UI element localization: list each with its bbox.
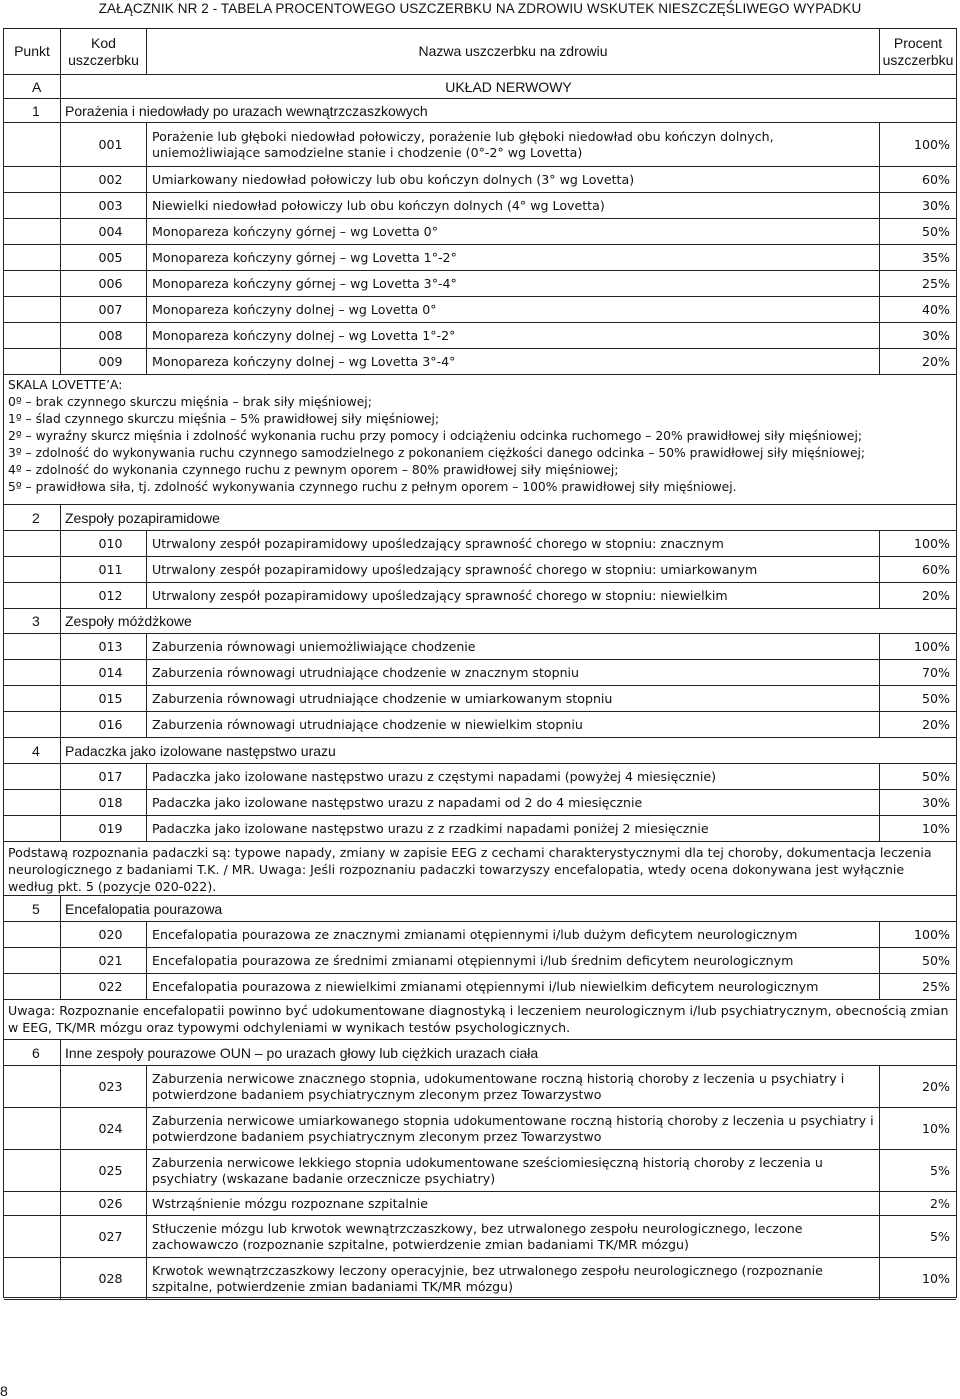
row-kod: 015 (61, 686, 147, 711)
row-kod: 028 (61, 1258, 147, 1299)
sec2-punkt: 2 (4, 505, 61, 530)
row-name: Monopareza kończyny górnej – wg Lovetta 0° (147, 219, 880, 244)
row-procent: 20% (922, 354, 950, 369)
sec3-punkt: 3 (4, 609, 61, 633)
row-kod: 017 (61, 764, 147, 789)
row-punkt-empty (4, 948, 61, 973)
row-procent: 40% (922, 302, 950, 317)
table-row (4, 974, 956, 1000)
sec5-title: Encefalopatia pourazowa (65, 900, 223, 917)
sec2-header-row (4, 505, 956, 531)
row-kod: 026 (61, 1192, 147, 1215)
table-row (4, 271, 956, 297)
row-name: Stłuczenie mózgu lub krwotok wewnątrzczaszkowy, bez utrwalonego zespołu neurologicznego, leczone zachowawczo (rozpoznanie szpitalne, potwierdzenie zmian badaniami TK/MR mózgu) (147, 1216, 880, 1257)
row-procent: 5% (930, 1229, 950, 1244)
row-name: Monopareza kończyny dolnej – wg Lovetta 3°-4° (147, 349, 880, 374)
row-name: Krwotok wewnątrzczaszkowy leczony operacyjnie, bez utrwalonego zespołu neurologicznego (rozpoznanie szpitalne, potwierdzenie zmian badaniami TK/MR mózgu) (147, 1258, 880, 1299)
header-name: Nazwa uszczerbku na zdrowiu (147, 29, 880, 74)
row-kod: 020 (61, 922, 147, 947)
row-kod: 005 (61, 245, 147, 270)
section-a-title: UKŁAD NERWOWY (445, 78, 572, 95)
row-punkt-empty (4, 297, 61, 322)
row-kod: 002 (61, 167, 147, 192)
row-punkt-empty (4, 1216, 61, 1257)
table-row (4, 123, 956, 167)
row-name: Padaczka jako izolowane następstwo urazu z częstymi napadami (powyżej 4 miesięcznie) (147, 764, 880, 789)
table-row (4, 219, 956, 245)
table-row (4, 1192, 956, 1216)
lovett-line: 0º – brak czynnego skurczu mięśnia – brak siły mięśniowej; (8, 395, 372, 409)
table-row (4, 686, 956, 712)
table-row (4, 712, 956, 738)
row-punkt-empty (4, 167, 61, 192)
sec3-header-row (4, 609, 956, 634)
row-name: Porażenie lub głęboki niedowład połowiczy, porażenie lub głęboki niedowład obu kończyn dolnych, uniemożliwiające samodzielne stanie i chodzenie (0°-2° wg Lovetta) (147, 123, 880, 166)
sec3-title: Zespoły móżdżkowe (65, 613, 192, 629)
table-row (4, 349, 956, 375)
row-procent: 50% (922, 691, 950, 706)
sec5-punkt: 5 (4, 896, 61, 921)
row-name: Wstrząśnienie mózgu rozpoznane szpitalnie (147, 1192, 880, 1215)
row-name: Zaburzenia równowagi utrudniające chodzenie w niewielkim stopniu (147, 712, 880, 737)
row-punkt-empty (4, 790, 61, 815)
row-punkt-empty (4, 1108, 61, 1149)
row-name: Monopareza kończyny dolnej – wg Lovetta 0° (147, 297, 880, 322)
row-procent: 10% (922, 1121, 950, 1136)
row-punkt-empty (4, 764, 61, 789)
row-kod: 012 (61, 583, 147, 608)
row-kod: 022 (61, 974, 147, 999)
row-procent: 10% (922, 1271, 950, 1286)
row-procent: 30% (922, 795, 950, 810)
row-procent: 100% (913, 927, 950, 942)
row-kod: 004 (61, 219, 147, 244)
lovett-line: 4º – zdolność do wykonania czynnego ruchu z pewnym oporem – 80% prawidłowej siły mięśniowej; (8, 463, 619, 477)
row-kod: 008 (61, 323, 147, 348)
row-procent: 25% (922, 276, 950, 291)
row-punkt-empty (4, 219, 61, 244)
row-punkt-empty (4, 660, 61, 685)
row-name: Padaczka jako izolowane następstwo urazu z napadami od 2 do 4 miesięcznie (147, 790, 880, 815)
row-punkt-empty (4, 557, 61, 582)
row-procent: 60% (922, 172, 950, 187)
row-punkt-empty (4, 123, 61, 166)
row-name: Encefalopatia pourazowa ze znacznymi zmianami otępiennymi i/lub dużym deficytem neurologicznym (147, 922, 880, 947)
row-name: Encefalopatia pourazowa ze średnimi zmianami otępiennymi i/lub średnim deficytem neurologicznym (147, 948, 880, 973)
header-proc-line1: Procent (893, 34, 943, 51)
row-punkt-empty (4, 349, 61, 374)
table-header-row (4, 29, 956, 75)
row-kod: 027 (61, 1216, 147, 1257)
row-kod: 007 (61, 297, 147, 322)
row-name: Monopareza kończyny górnej – wg Lovetta 1°-2° (147, 245, 880, 270)
row-procent: 20% (922, 1079, 950, 1094)
row-kod: 001 (61, 123, 147, 166)
sec1-punkt: 1 (4, 99, 61, 122)
table-row (4, 1216, 956, 1258)
sec5-note: Uwaga: Rozpoznanie encefalopatii powinno być udokumentowane diagnostyką i leczeniem neurologicznym i/lub psychiatrycznym, obecnością zmian w EEG, TK/MR mózgu oraz typowymi odchyleniami w wynikach testów psychologicznych. (4, 1000, 956, 1040)
table-row (4, 816, 956, 842)
row-procent: 20% (922, 717, 950, 732)
row-procent: 50% (922, 953, 950, 968)
row-name: Monopareza kończyny górnej – wg Lovetta 3°-4° (147, 271, 880, 296)
row-procent: 60% (922, 562, 950, 577)
row-procent: 100% (913, 639, 950, 654)
row-name: Utrwalony zespół pozapiramidowy upośledzający sprawność chorego w stopniu: znacznym (147, 531, 880, 556)
row-kod: 024 (61, 1108, 147, 1149)
table-row (4, 1108, 956, 1150)
sec6-header-row (4, 1040, 956, 1066)
lovett-line: 2º – wyraźny skurcz mięśnia i zdolność wykonania ruchu przy pomocy i odciążeniu odcinka ruchomego – 20% prawidłowej siły mięśniowej; (8, 429, 863, 443)
row-punkt-empty (4, 634, 61, 659)
row-procent: 25% (922, 979, 950, 994)
sec6-punkt: 6 (4, 1040, 61, 1065)
page-number: 8 (0, 1383, 8, 1399)
table-row (4, 790, 956, 816)
table-row (4, 583, 956, 609)
table-row (4, 1150, 956, 1192)
row-procent: 30% (922, 198, 950, 213)
row-procent: 70% (922, 665, 950, 680)
page-title: ZAŁĄCZNIK NR 2 - TABELA PROCENTOWEGO USZCZERBKU NA ZDROWIU WSKUTEK NIESZCZĘŚLIWEGO WYPADKU (98, 1, 862, 16)
table-row (4, 660, 956, 686)
row-name: Zaburzenia nerwicowe umiarkowanego stopnia udokumentowane roczną historią choroby z leczenia u psychiatry i potwierdzone badaniem psychiatrycznym zleconym przez Towarzystwo (147, 1108, 880, 1149)
header-procent (880, 29, 956, 74)
row-procent: 30% (922, 328, 950, 343)
row-procent: 50% (922, 769, 950, 784)
row-kod: 023 (61, 1066, 147, 1107)
table-row (4, 922, 956, 948)
row-kod: 018 (61, 790, 147, 815)
lovett-line: 3º – zdolność do wykonywania ruchu czynnego samodzielnego z pokonaniem ciężkości danego odcinka – 50% prawidłowej siły mięśniowej; (8, 446, 866, 460)
sec4-punkt: 4 (4, 738, 61, 763)
row-procent: 2% (930, 1196, 950, 1211)
sec1-header-row (4, 99, 956, 123)
row-kod: 009 (61, 349, 147, 374)
row-kod: 006 (61, 271, 147, 296)
row-name: Umiarkowany niedowład połowiczy lub obu kończyn dolnych (3° wg Lovetta) (147, 167, 880, 192)
row-name: Zaburzenia nerwicowe lekkiego stopnia udokumentowane sześciomiesięczną historią choroby z leczenia u psychiatry (wskazane badanie orzecznicze psychiatry) (147, 1150, 880, 1191)
row-punkt-empty (4, 922, 61, 947)
row-punkt-empty (4, 712, 61, 737)
row-kod: 011 (61, 557, 147, 582)
header-punkt: Punkt (4, 29, 61, 74)
row-kod: 014 (61, 660, 147, 685)
row-name: Zaburzenia równowagi utrudniające chodzenie w umiarkowanym stopniu (147, 686, 880, 711)
row-punkt-empty (4, 1258, 61, 1299)
row-kod: 003 (61, 193, 147, 218)
row-kod: 019 (61, 816, 147, 841)
row-name: Zaburzenia równowagi uniemożliwiające chodzenie (147, 634, 880, 659)
lovett-scale (4, 375, 956, 505)
section-a-row (4, 75, 956, 99)
row-procent: 35% (922, 250, 950, 265)
table-row (4, 193, 956, 219)
table-row (4, 948, 956, 974)
row-kod: 013 (61, 634, 147, 659)
row-punkt-empty (4, 686, 61, 711)
sec1-title: Porażenia i niedowłady po urazach wewnątrzczaszkowych (65, 102, 428, 119)
row-punkt-empty (4, 1066, 61, 1107)
row-punkt-empty (4, 583, 61, 608)
lovett-line: 5º – prawidłowa siła, tj. zdolność wykonywania czynnego ruchu z pełnym oporem – 100% prawidłowej siły mięśniowej. (8, 480, 737, 494)
row-name: Encefalopatia pourazowa z niewielkimi zmianami otępiennymi i/lub niewielkim deficytem neurologicznym (147, 974, 880, 999)
row-procent: 50% (922, 224, 950, 239)
row-kod: 016 (61, 712, 147, 737)
sec5-header-row (4, 896, 956, 922)
row-name: Niewielki niedowład połowiczy lub obu kończyn dolnych (4° wg Lovetta) (147, 193, 880, 218)
row-punkt-empty (4, 323, 61, 348)
header-kod (61, 29, 147, 74)
sec6-title: Inne zespoły pourazowe OUN – po urazach głowy lub ciężkich urazach ciała (65, 1044, 539, 1061)
row-name: Padaczka jako izolowane następstwo urazu z z rzadkimi napadami poniżej 2 miesięcznie (147, 816, 880, 841)
table-row (4, 531, 956, 557)
row-name: Zaburzenia równowagi utrudniające chodzenie w znacznym stopniu (147, 660, 880, 685)
table-row (4, 1258, 956, 1300)
table-row (4, 297, 956, 323)
row-procent: 5% (930, 1163, 950, 1178)
table-row (4, 1066, 956, 1108)
section-a-punkt: A (4, 75, 61, 98)
lovett-line: SKALA LOVETTE’A: (8, 378, 123, 392)
row-punkt-empty (4, 271, 61, 296)
row-procent: 100% (913, 536, 950, 551)
sec4-title: Padaczka jako izolowane następstwo urazu (65, 742, 336, 759)
row-kod: 025 (61, 1150, 147, 1191)
sec4-header-row (4, 738, 956, 764)
row-punkt-empty (4, 974, 61, 999)
table-row (4, 245, 956, 271)
row-name: Monopareza kończyny dolnej – wg Lovetta 1°-2° (147, 323, 880, 348)
row-procent: 100% (913, 137, 950, 152)
sec2-title: Zespoły pozapiramidowe (65, 509, 220, 526)
row-punkt-empty (4, 816, 61, 841)
sec4-note: Podstawą rozpoznania padaczki są: typowe napady, zmiany w zapisie EEG z cechami charakterystycznymi dla tej choroby, dokumentacja leczenia neurologicznego z badaniami T.K. / MR. Uwaga: Jeśli rozpoznaniu padaczki towarzyszy encefalopatia, wtedy ocena dokonywana jest wyłącznie według pkt. 5 (pozycje 020-022). (4, 842, 956, 896)
header-kod-line2: uszczerbku (68, 51, 139, 68)
header-proc-line2: uszczerbku (882, 51, 954, 68)
row-name: Zaburzenia nerwicowe znacznego stopnia, udokumentowane roczną historią choroby z leczenia u psychiatry i potwierdzone badaniem psychiatrycznym zleconym przez Towarzystwo (147, 1066, 880, 1107)
row-kod: 021 (61, 948, 147, 973)
row-procent: 10% (922, 821, 950, 836)
table-row (4, 167, 956, 193)
row-name: Utrwalony zespół pozapiramidowy upośledzający sprawność chorego w stopniu: umiarkowanym (147, 557, 880, 582)
header-kod-line1: Kod (91, 34, 116, 51)
table-row (4, 634, 956, 660)
row-punkt-empty (4, 245, 61, 270)
lovett-line: 1º – ślad czynnego skurczu mięśnia – 5% prawidłowej siły mięśniowej; (8, 412, 440, 426)
row-punkt-empty (4, 193, 61, 218)
row-punkt-empty (4, 531, 61, 556)
row-name: Utrwalony zespół pozapiramidowy upośledzający sprawność chorego w stopniu: niewielkim (147, 583, 880, 608)
injury-table (3, 28, 957, 1298)
row-punkt-empty (4, 1192, 61, 1215)
table-row (4, 764, 956, 790)
table-row (4, 323, 956, 349)
row-kod: 010 (61, 531, 147, 556)
row-procent: 20% (922, 588, 950, 603)
row-punkt-empty (4, 1150, 61, 1191)
table-row (4, 557, 956, 583)
